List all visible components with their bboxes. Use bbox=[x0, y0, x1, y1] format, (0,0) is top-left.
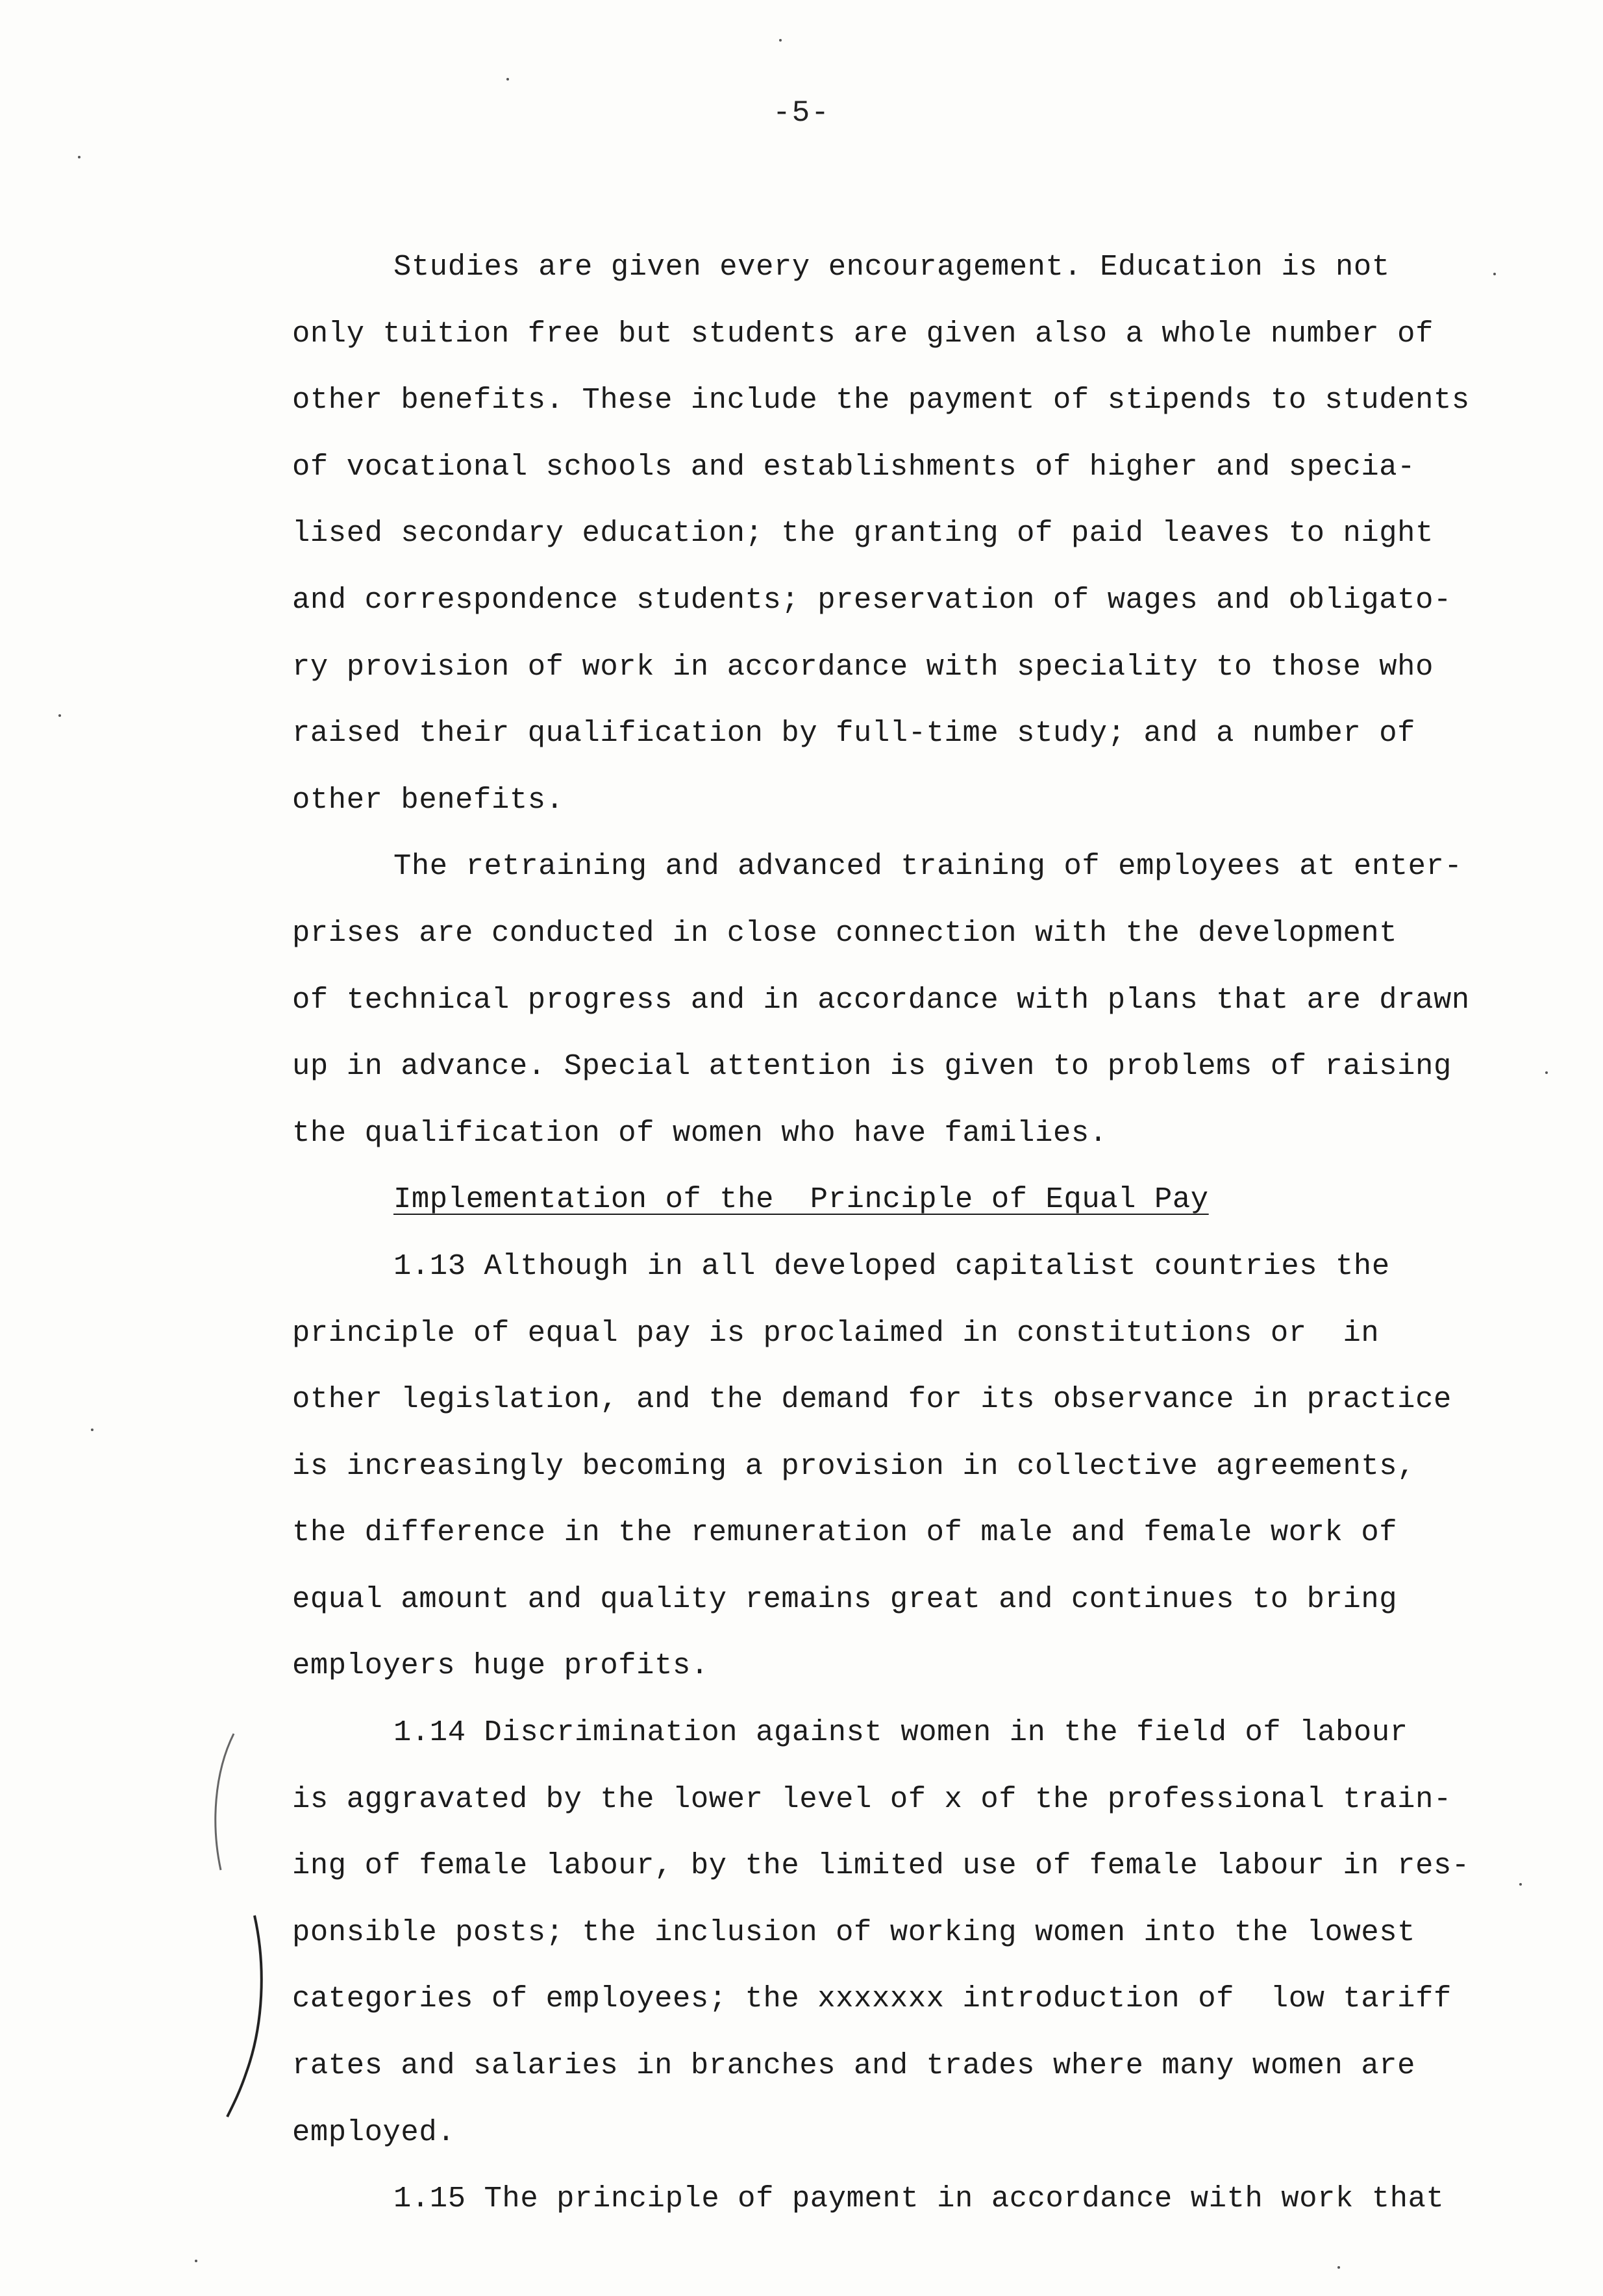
scan-speck bbox=[1545, 1071, 1548, 1074]
text-line: 1.15 The principle of payment in accordance with work that bbox=[393, 2182, 1445, 2216]
text-line: is aggravated by the lower level of x of the professional train- bbox=[292, 1782, 1452, 1816]
section-heading bbox=[292, 1166, 1584, 1233]
text-line: other benefits. bbox=[292, 782, 564, 817]
scan-speck bbox=[58, 714, 61, 717]
body-text bbox=[292, 234, 1584, 2232]
scan-speck bbox=[1493, 273, 1496, 275]
text-line: equal amount and quality remains great and continues to bring bbox=[292, 1582, 1398, 1616]
scan-speck bbox=[78, 156, 81, 158]
scan-speck bbox=[91, 1429, 93, 1431]
text-line: The retraining and advanced training of employees at enter- bbox=[393, 849, 1463, 884]
text-line: of vocational schools and establishments of higher and specia- bbox=[292, 449, 1416, 484]
text-line: 1.14 Discrimination against women in the field of labour bbox=[393, 1716, 1408, 1750]
text-line: only tuition free but students are given also a whole number of bbox=[292, 316, 1434, 351]
scan-speck bbox=[779, 39, 782, 42]
text-line: categories of employees; the xxxxxxx introduction of low tariff bbox=[292, 1982, 1452, 2016]
scan-speck bbox=[506, 78, 509, 81]
scan-speck bbox=[195, 2260, 197, 2262]
margin-bracket-mark bbox=[195, 1721, 273, 2123]
text-line: and correspondence students; preservation of wages and obligato- bbox=[292, 582, 1452, 617]
text-line: Studies are given every encouragement. Education is not bbox=[393, 250, 1390, 284]
text-line: of technical progress and in accordance with plans that are drawn bbox=[292, 982, 1470, 1017]
text-line: other legislation, and the demand for its observance in practice bbox=[292, 1382, 1452, 1417]
text-line: ing of female labour, by the limited use of female labour in res- bbox=[292, 1849, 1470, 1883]
text-line: ponsible posts; the inclusion of working women into the lowest bbox=[292, 1915, 1416, 1949]
text-line: prises are conducted in close connection with the development bbox=[292, 916, 1398, 950]
text-line: principle of equal pay is proclaimed in constitutions or in bbox=[292, 1316, 1380, 1350]
page-number: -5- bbox=[773, 96, 830, 130]
text-line: rates and salaries in branches and trades where many women are bbox=[292, 2049, 1416, 2083]
text-line: employed. bbox=[292, 2115, 456, 2149]
text-line: lised secondary education; the granting of paid leaves to night bbox=[292, 516, 1434, 551]
text-line: is increasingly becoming a provision in collective agreements, bbox=[292, 1449, 1416, 1483]
text-line: ry provision of work in accordance with speciality to those who bbox=[292, 649, 1434, 684]
text-line: raised their qualification by full-time study; and a number of bbox=[292, 716, 1416, 751]
text-line: employers huge profits. bbox=[292, 1649, 709, 1683]
text-line: 1.13 Although in all developed capitalist countries the bbox=[393, 1249, 1390, 1283]
scan-speck bbox=[1337, 2266, 1340, 2269]
text-line: up in advance. Special attention is given to problems of raising bbox=[292, 1049, 1452, 1084]
text-line: the qualification of women who have families. bbox=[292, 1116, 1108, 1150]
section-heading-text: Implementation of the Principle of Equal Pay bbox=[393, 1182, 1209, 1217]
scan-speck bbox=[1519, 1883, 1522, 1886]
text-line: the difference in the remuneration of male and female work of bbox=[292, 1516, 1398, 1550]
text-line: other benefits. These include the payment of stipends to students bbox=[292, 383, 1470, 418]
